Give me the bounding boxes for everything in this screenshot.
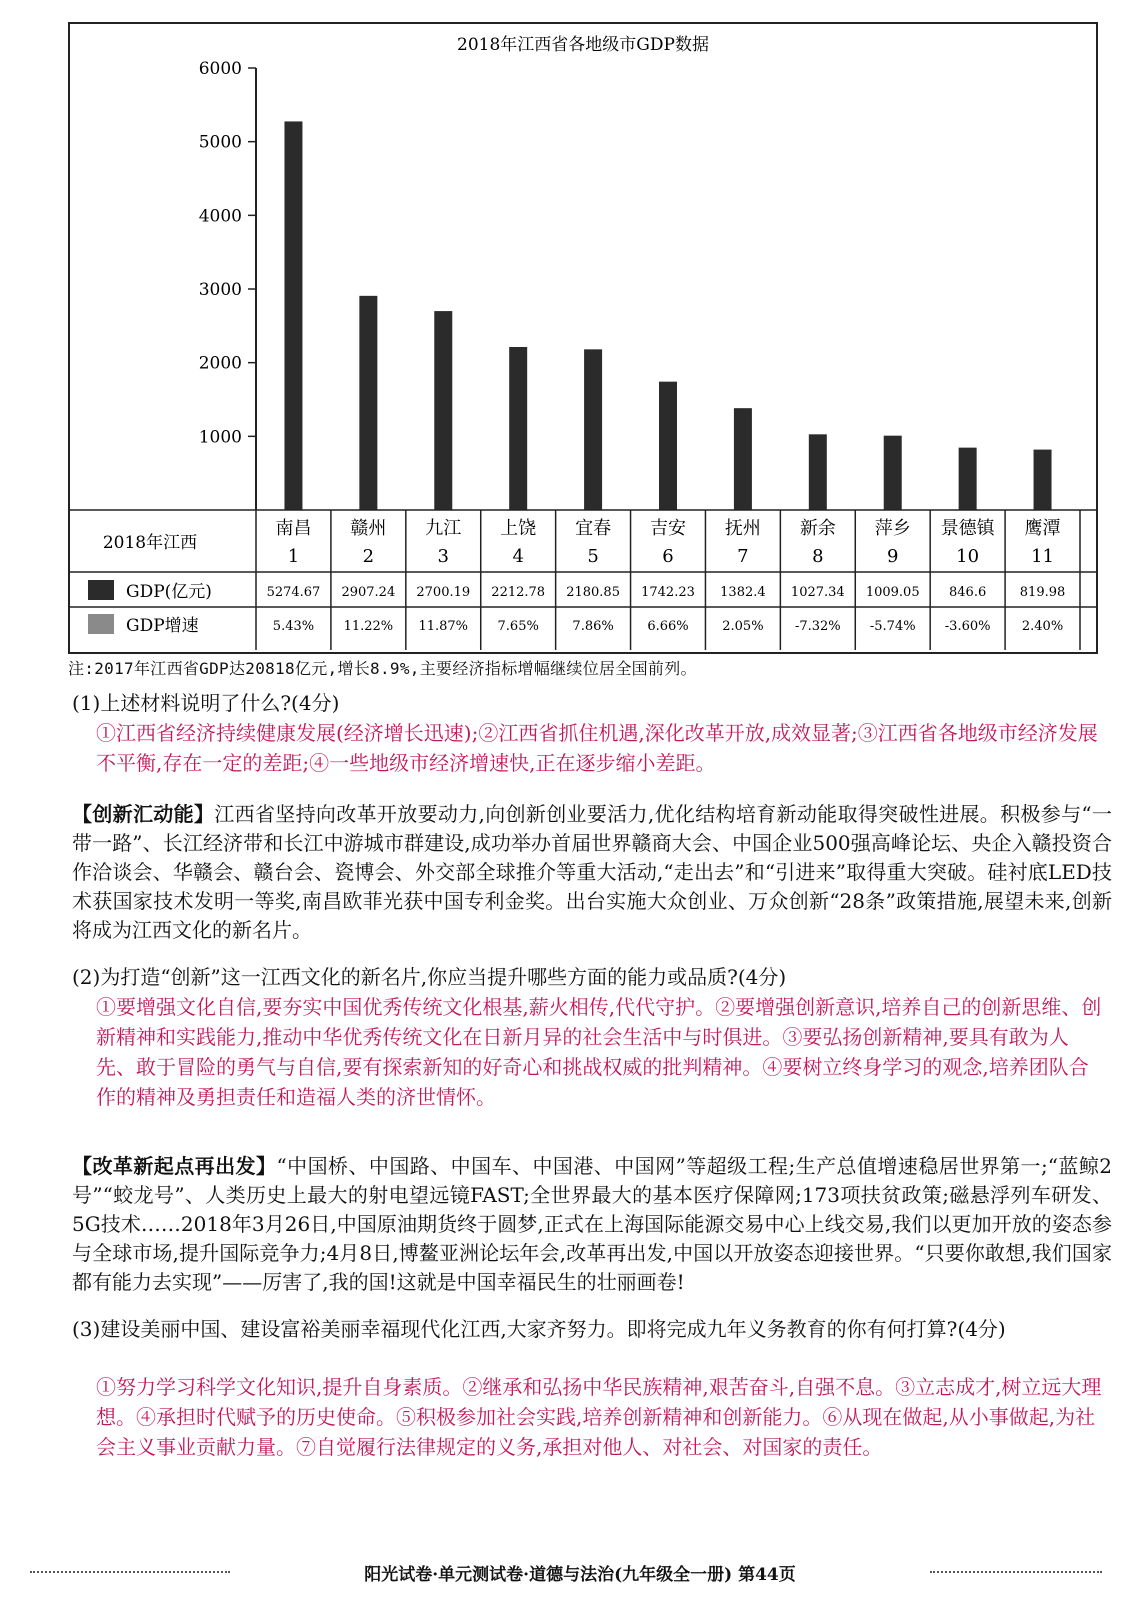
category-label: 新余 — [799, 518, 836, 539]
chart-footnote: 注:2017年江西省GDP达20818亿元,增长8.9%,主要经济指标增幅继续位居全国前列。 — [68, 659, 697, 678]
growth-value-label: 7.86% — [572, 619, 614, 634]
category-rank: 6 — [662, 546, 674, 567]
growth-value-label: 11.87% — [418, 619, 469, 634]
answer-2: ①要增强文化自信,要夯实中国优秀传统文化根基,薪火相传,代代守护。②要增强创新意识,培养自己的创新思维、创新精神和实践能力,推动中华优秀传统文化在日新月异的社会生活中与时俱进。③要弘扬创新精神,要具有敢为人先、敢于冒险的勇气与自信,要有探索新知的好奇心和挑战权威的批判精神。④要树立终身学习的观念,培养团队合作的精神及勇担责任和造福人类的济世情怀。 — [96, 995, 1102, 1109]
gdp-bar — [284, 121, 302, 510]
y-tick-label: 3000 — [198, 280, 242, 300]
category-label: 宜春 — [575, 518, 612, 539]
gdp-value-label: 2212.78 — [491, 585, 546, 600]
chart-title: 2018年江西省各地级市GDP数据 — [457, 35, 709, 55]
gdp-value-label: 1027.34 — [790, 585, 845, 600]
gdp-bar-chart — [70, 24, 1096, 652]
answer-3: ①努力学习科学文化知识,提升自身素质。②继承和弘扬中华民族精神,艰苦奋斗,自强不息。③立志成才,树立远大理想。④承担时代赋予的历史使命。⑤积极参加社会实践,培养创新精神和创新能力。⑥从现在做起,从小事做起,为社会主义事业贡献力量。⑦自觉履行法律规定的义务,承担对他人、对社会、对国家的责任。 — [96, 1375, 1102, 1459]
legend-swatch-gdp — [88, 580, 114, 600]
table-row-header: 2018年江西 — [102, 533, 198, 553]
legend-label-growth: GDP增速 — [126, 616, 199, 636]
category-label: 九江 — [425, 518, 462, 539]
category-rank: 2 — [362, 546, 375, 567]
page-footer — [30, 1560, 1102, 1584]
category-rank: 10 — [956, 546, 980, 567]
y-tick-label: 2000 — [198, 353, 242, 374]
gdp-value-label: 1742.23 — [641, 585, 695, 600]
category-label: 吉安 — [650, 518, 686, 539]
category-label: 赣州 — [350, 518, 387, 539]
gdp-bar — [809, 434, 827, 510]
gdp-bar — [434, 311, 452, 510]
category-rank: 9 — [887, 546, 899, 567]
section-innovation-heading: 【创新汇动能】 — [72, 802, 215, 826]
answer-1: ①江西省经济持续健康发展(经济增长迅速);②江西省抓住机遇,深化改革开放,成效显著;③江西省各地级市经济发展不平衡,存在一定的差距;④一些地级市经济增速快,正在逐步缩小差距。 — [96, 721, 1098, 775]
section-reform-text: “中国桥、中国路、中国车、中国港、中国网”等超级工程;生产总值增速稳居世界第一;“蓝鲸2号”“蛟龙号”、人类历史上最大的射电望远镜FAST;全世界最大的基本医疗保障网;173项扶贫政策;磁悬浮列车研发、5G技术……2018年3月26日,中国原油期货终于圆梦,正式在上海国际能源交易中心上线交易,我们以更加开放的姿态参与全球市场,提升国际竞争力;4月8日,博鳌亚洲论坛年会,改革再出发,中国以开放姿态迎接世界。“只要你敢想,我们国家都有能力去实现”——厉害了,我的国!这就是中国幸福民生的壮丽画卷! — [72, 1154, 1113, 1294]
gdp-value-label: 1382.4 — [720, 585, 766, 600]
growth-value-label: -5.74% — [869, 619, 916, 634]
gdp-chart-frame — [68, 22, 1098, 654]
growth-value-label: 7.65% — [497, 619, 539, 634]
gdp-value-label: 846.6 — [949, 585, 987, 600]
gdp-value-label: 2700.19 — [416, 585, 471, 600]
question-2: (2)为打造“创新”这一江西文化的新名片,你应当提升哪些方面的能力或品质?(4分) — [72, 965, 787, 989]
section-reform-heading: 【改革新起点再出发】 — [72, 1154, 277, 1178]
y-tick-label: 1000 — [198, 427, 242, 448]
gdp-value-label: 819.98 — [1019, 585, 1066, 600]
growth-value-label: 11.22% — [343, 619, 394, 634]
footer-text: 阳光试卷·单元测试卷·道德与法治(九年级全一册) 第44页 — [364, 1565, 796, 1585]
growth-value-label: 2.05% — [722, 619, 764, 634]
category-rank: 7 — [737, 546, 749, 567]
gdp-bar — [959, 448, 977, 510]
category-rank: 4 — [512, 546, 524, 567]
gdp-value-label: 5274.67 — [266, 585, 321, 600]
category-rank: 8 — [812, 546, 824, 567]
growth-value-label: 2.40% — [1021, 619, 1064, 634]
section-innovation — [72, 800, 1112, 945]
y-tick-label: 5000 — [198, 132, 242, 153]
category-label: 抚州 — [724, 518, 761, 539]
y-tick-label: 4000 — [198, 206, 242, 227]
gdp-bar — [509, 347, 527, 510]
category-rank: 5 — [587, 546, 599, 567]
section-reform — [72, 1152, 1112, 1297]
category-label: 萍乡 — [874, 518, 911, 539]
gdp-bar — [584, 349, 602, 510]
legend-swatch-growth — [88, 614, 114, 634]
question-1: (1)上述材料说明了什么?(4分) — [72, 691, 340, 715]
growth-value-label: 5.43% — [272, 619, 315, 634]
gdp-bar — [659, 382, 677, 510]
gdp-value-label: 2180.85 — [566, 585, 620, 600]
category-rank: 1 — [287, 546, 300, 567]
category-label: 景德镇 — [940, 518, 995, 539]
gdp-value-label: 1009.05 — [865, 585, 920, 600]
footer-rule-left — [30, 1571, 230, 1573]
gdp-bar — [734, 408, 752, 510]
category-label: 上饶 — [500, 518, 537, 539]
gdp-bar — [359, 296, 377, 510]
section-innovation-text: 江西省坚持向改革开放要动力,向创新创业要活力,优化结构培育新动能取得突破性进展。积极参与“一带一路”、长江经济带和长江中游城市群建设,成功举办首届世界赣商大会、中国企业500强高峰论坛、央企入赣投资合作洽谈会、华赣会、赣台会、瓷博会、外交部全球推介等重大活动,“走出去”和“引进来”取得重大突破。硅衬底LED技术获国家技术发明一等奖,南昌欧菲光获中国专利金奖。出台实施大众创业、万众创新“28条”政策措施,展望未来,创新将成为江西文化的新名片。 — [72, 802, 1112, 942]
gdp-bar — [1034, 450, 1052, 510]
category-label: 南昌 — [275, 518, 312, 539]
footer-rule-right — [930, 1571, 1102, 1573]
growth-value-label: -3.60% — [944, 619, 991, 634]
question-3: (3)建设美丽中国、建设富裕美丽幸福现代化江西,大家齐努力。即将完成九年义务教育的你有何打算?(4分) — [72, 1317, 1006, 1341]
category-label: 鹰潭 — [1024, 518, 1061, 539]
growth-value-label: 6.66% — [647, 619, 689, 634]
category-rank: 3 — [437, 546, 449, 567]
gdp-bar — [884, 436, 902, 510]
category-rank: 11 — [1031, 546, 1054, 567]
growth-value-label: -7.32% — [794, 619, 841, 634]
legend-label-gdp: GDP(亿元) — [126, 582, 212, 602]
y-tick-label: 6000 — [198, 59, 242, 79]
gdp-value-label: 2907.24 — [341, 585, 396, 600]
